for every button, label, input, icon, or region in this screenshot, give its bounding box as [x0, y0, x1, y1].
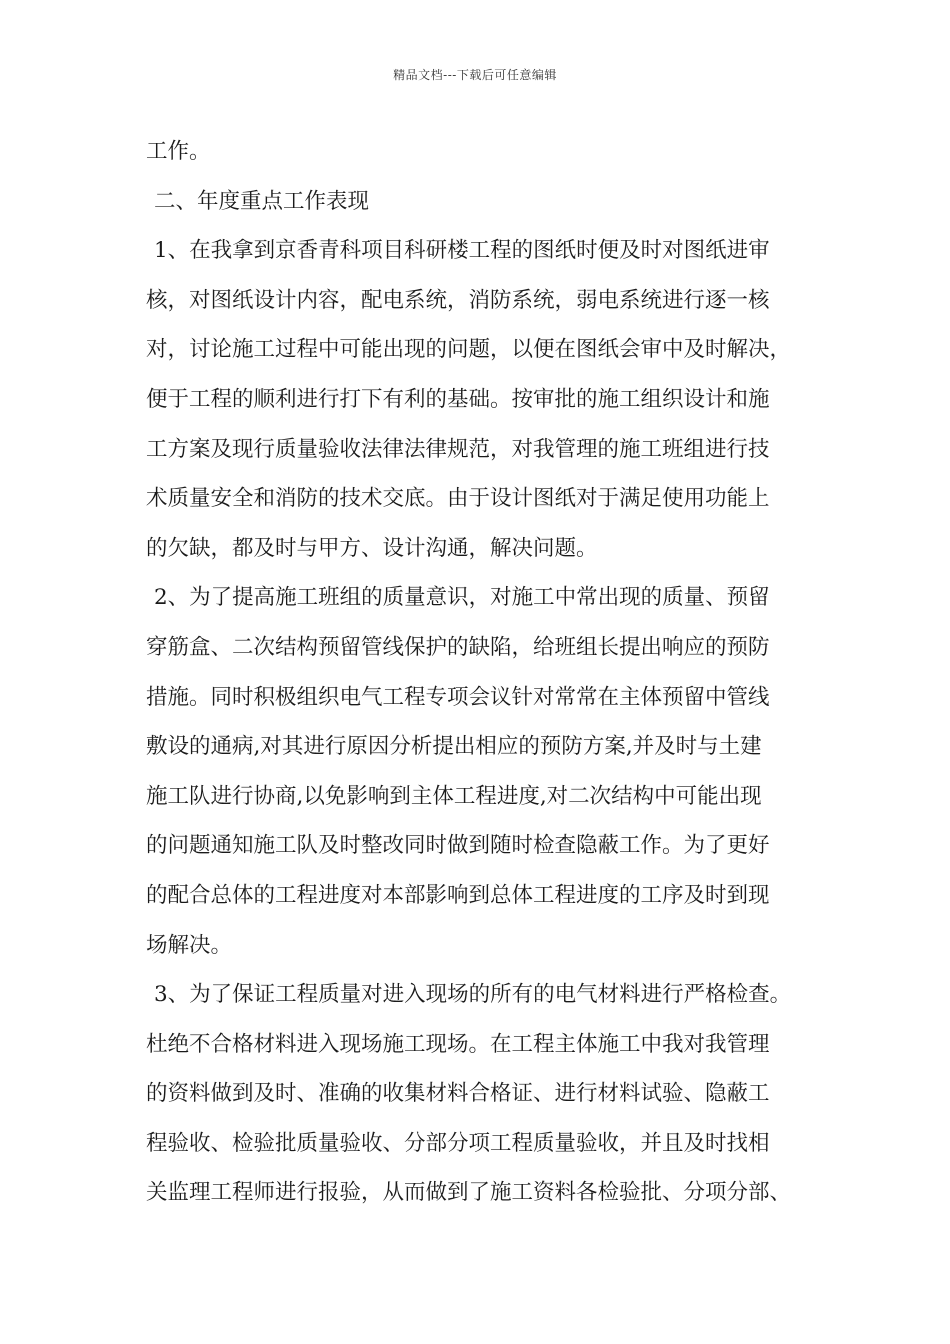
document-body: [146, 127, 828, 1218]
text-line: 穿筋盒、二次结构预留管线保护的缺陷，给班组长提出响应的预防: [146, 634, 770, 660]
text-line: 便于工程的顺利进行打下有利的基础。按审批的施工组织设计和施: [146, 386, 770, 412]
text-line: 术质量安全和消防的技术交底。由于设计图纸对于满足使用功能上: [146, 486, 770, 512]
text-line: 杜绝不合格材料进入现场施工现场。在工程主体施工中我对我管理: [146, 1031, 770, 1057]
text-line: 敷设的通病,对其进行原因分析提出相应的预防方案,并及时与土建: [146, 734, 762, 760]
text-line: 1、在我拿到京香青科项目科研楼工程的图纸时便及时对图纸进审: [154, 238, 770, 264]
section-heading: 二、年度重点工作表现: [154, 188, 370, 214]
text-line: 的配合总体的工程进度对本部影响到总体工程进度的工序及时到现: [146, 882, 770, 908]
text-line: 工作。: [146, 139, 211, 164]
text-line: 施工队进行协商,以免影响到主体工程进度,对二次结构中可能出现: [146, 783, 762, 809]
text-line: 工方案及现行质量验收法律法律规范，对我管理的施工班组进行技: [146, 436, 770, 462]
text-line: 对，讨论施工过程中可能出现的问题，以便在图纸会审中及时解决，: [146, 337, 792, 363]
text-line: 场解决。: [146, 932, 233, 958]
text-line: 的问题通知施工队及时整改同时做到随时检查隐蔽工作。为了更好: [146, 833, 770, 859]
text-line: 的资料做到及时、准确的收集材料合格证、进行材料试验、隐蔽工: [146, 1081, 770, 1107]
text-line: 核，对图纸设计内容，配电系统，消防系统，弱电系统进行逐一核: [146, 287, 770, 313]
text-line: 关监理工程师进行报验，从而做到了施工资料各检验批、分项分部、: [146, 1180, 792, 1206]
text-line: 的欠缺，都及时与甲方、设计沟通，解决问题。: [146, 535, 598, 561]
text-line: 3、为了保证工程质量对进入现场的所有的电气材料进行严格检查。: [154, 982, 792, 1008]
text-line: 程验收、检验批质量验收、分部分项工程质量验收，并且及时找相: [146, 1130, 770, 1156]
page-header: 精品文档---下载后可任意编辑: [393, 68, 557, 82]
text-line: 2、为了提高施工班组的质量意识，对施工中常出现的质量、预留: [154, 585, 770, 611]
text-line: 措施。同时积极组织电气工程专项会议针对常常在主体预留中管线: [146, 684, 770, 710]
